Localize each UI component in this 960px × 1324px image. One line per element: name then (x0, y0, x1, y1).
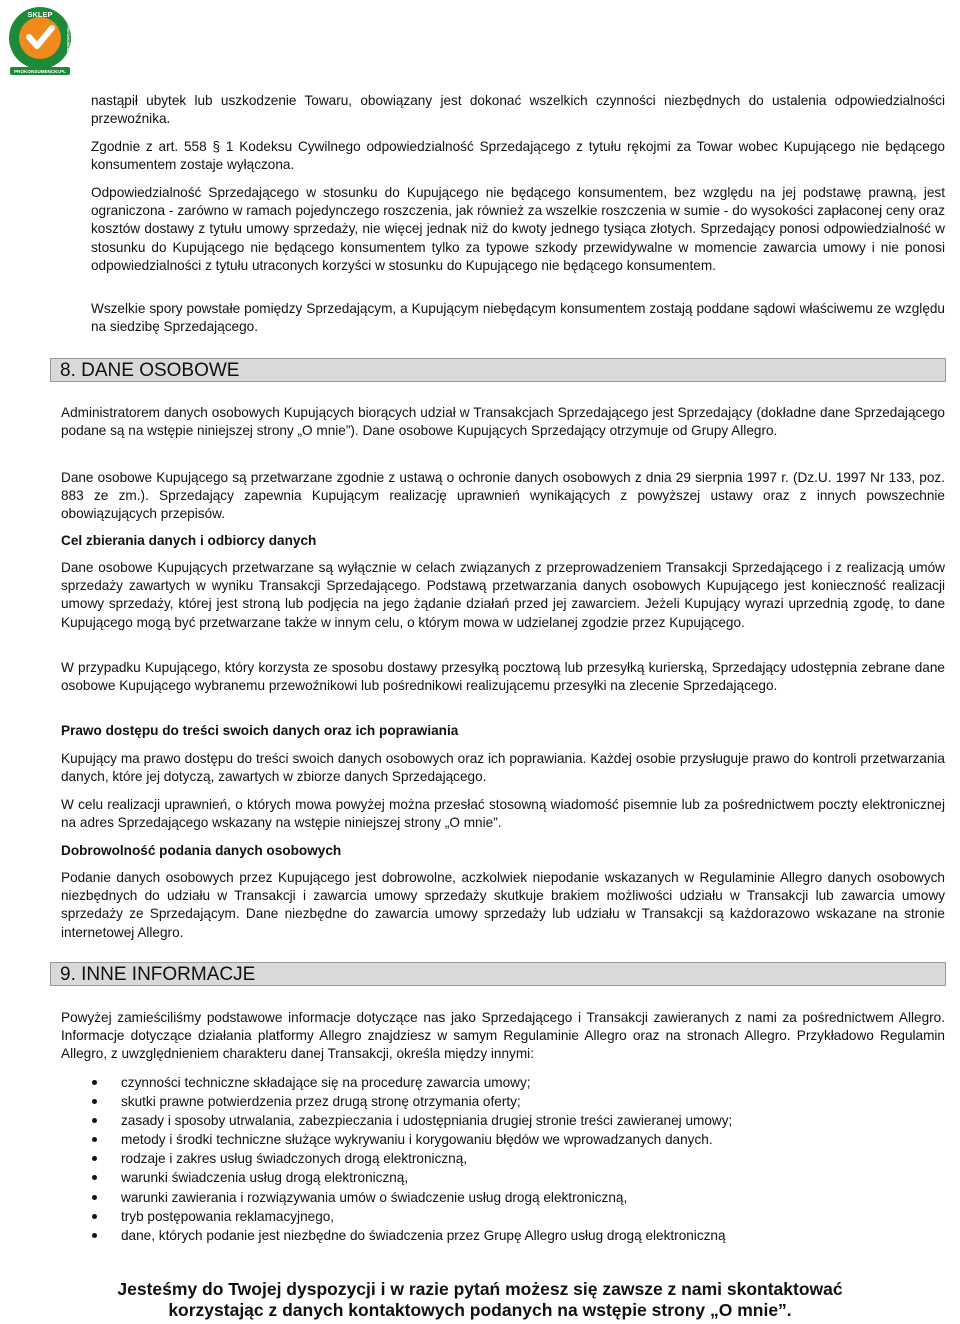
list-item: dane, których podanie jest niezbędne do świadczenia przez Grupę Allegro usług drogą elektroniczną (91, 1226, 945, 1245)
subheading-data-voluntary: Dobrowolność podania danych osobowych (61, 843, 342, 858)
paragraph-data-law: Dane osobowe Kupującego są przetwarzane zgodnie z ustawą o ochronie danych osobowych z dnia 29 sierpnia 1997 r. (Dz.U. 1997 Nr 133, poz. 883 ze zm.). Sprzedający zapewnia Kupującym realizację uprawnień wynikających z powyższej ustawy oraz z innych powszechnie obowiązujących przepisów. (61, 470, 945, 522)
paragraph-disputes: Wszelkie spory powstałe pomiędzy Sprzedającym, a Kupującym niebędącym konsumentem zostają poddane sądowi właściwemu ze względu na siedzibę Sprzedającego. (91, 301, 945, 335)
list-item: zasady i sposoby utrwalania, zabezpieczania i udostępniania drugiej stronie treści zawieranej umowy; (91, 1111, 945, 1130)
paragraph-other-info: Powyżej zamieściliśmy podstawowe informacje dotyczące nas jako Sprzedającego i Transakcji zawieranych z nami za pośrednictwem Allegro. Informacje dotyczące działania platformy Allegro znajdziesz w samym Regulaminie Allegro oraz na stronach Allegro. Przykładowo Regulamin Allegro, z uwzględnieniem charakteru danej Transakcji, określa między innymi: (61, 1010, 945, 1062)
footer-line-2: korzystając z danych kontaktowych podanych na wstępie strony „O mnie”. (168, 1300, 792, 1320)
section-heading-personal-data: 8. DANE OSOBOWE (50, 358, 946, 382)
list-item: warunki świadczenia usług drogą elektroniczną, (91, 1168, 945, 1187)
paragraph-data-delivery: W przypadku Kupującego, który korzysta ze sposobu dostawy przesyłką pocztową lub przesyłką kurierską, Sprzedający udostępnia zebrane dane osobowe Kupującego wybranemu przewoźnikowi lub pośrednikowi realizującemu przesyłki na zlecenie Sprzedającego. (61, 660, 945, 694)
paragraph-data-access: Kupujący ma prawo dostępu do treści swoich danych osobowych oraz ich poprawiania. Każdej osobie przysługuje prawo do kontroli przetwarzania danych, które jej dotyczą, zawartych w zbiorze danych Sprzedającego. (61, 751, 945, 785)
logo-top-text: SKLEP (27, 10, 53, 19)
list-item: rodzaje i zakres usług świadczonych drogą elektroniczną, (91, 1149, 945, 1168)
paragraph-data-purpose: Dane osobowe Kupujących przetwarzane są wyłącznie w celach związanych z przeprowadzeniem Transakcji Sprzedającego i z realizacją umów sprzedaży zawartych w wyniku Transakcji Sprzedającego. Podstawą przetwarzania danych osobowych Kupującego jest konieczność realizacji umowy sprzedaży, której jest stroną lub podjęcia na jego żądanie działań przed jej zawarciem. Jeżeli Kupujący wyrazi uprzednią zgodę, to dane Kupującego mogą być przetwarzane także w innym celu, o którym mowa w udzielanej zgodzie przez Kupującego. (61, 560, 945, 630)
paragraph-carrier-liability: nastąpił ubytek lub uszkodzenie Towaru, obowiązany jest dokonać wszelkich czynności niezbędnych do ustalenia odpowiedzialności przewoźnika. (91, 93, 945, 127)
footer-line-1: Jesteśmy do Twojej dyspozycji i w razie pytań możesz się zawsze z nami skontaktować (117, 1279, 843, 1299)
paragraph-data-voluntary: Podanie danych osobowych przez Kupującego jest dobrowolne, aczkolwiek niepodanie wskazanych w Regulaminie Allegro danych osobowych niezbędnych do udziału w Transakcji i zawarcia umowy sprzedaży skutkuje brakiem możliwości udziału w Transakcji lub zawarcia umowy sprzedaży ze Sprzedającym. Dane niezbędne do zawarcia umowy sprzedaży lub udziału w Transakcji są każdorazowo wskazane na stronie internetowej Allegro. (61, 870, 945, 940)
contact-footer (40, 1279, 920, 1321)
subheading-data-access: Prawo dostępu do treści swoich danych oraz ich poprawiania (61, 723, 459, 738)
logo-bottom-text: PROKONSUMENCKI.PL (14, 69, 66, 74)
paragraph-data-request: W celu realizacji uprawnień, o których mowa powyżej można przesłać stosowną wiadomość pisemnie lub za pośrednictwem poczty elektronicznej na adres Sprzedającego wskazany na wstępie niniejszej strony „O mnie”. (61, 797, 945, 831)
subheading-data-purpose: Cel zbierania danych i odbiorcy danych (61, 533, 317, 548)
shop-logo (4, 4, 76, 76)
section-heading-other-info: 9. INNE INFORMACJE (50, 962, 946, 986)
logo-side-text: PROKONSUMENCKI (66, 24, 70, 56)
list-item: warunki zawierania i rozwiązywania umów o świadczenie usług drogą elektroniczną, (91, 1188, 945, 1207)
regulations-list (91, 1073, 945, 1245)
paragraph-warranty-exclusion: Zgodnie z art. 558 § 1 Kodeksu Cywilnego odpowiedzialność Sprzedającego z tytułu rękojmi za Towar wobec Kupującego nie będącego konsumentem zostaje wyłączona. (91, 139, 945, 173)
list-item: tryb postępowania reklamacyjnego, (91, 1207, 945, 1226)
list-item: metody i środki techniczne służące wykrywaniu i korygowaniu błędów we wprowadzanych danych. (91, 1130, 945, 1149)
list-item: skutki prawne potwierdzenia przez drugą stronę otrzymania oferty; (91, 1092, 945, 1111)
paragraph-data-administrator: Administratorem danych osobowych Kupujących biorących udział w Transakcjach Sprzedającego jest Sprzedający (dokładne dane Sprzedającego podane są na wstępie niniejszej strony „O mnie”). Dane osobowe Kupujących Sprzedający otrzymuje od Grupy Allegro. (61, 405, 945, 439)
list-item: czynności techniczne składające się na procedurę zawarcia umowy; (91, 1073, 945, 1092)
paragraph-liability-limit: Odpowiedzialność Sprzedającego w stosunku do Kupującego nie będącego konsumentem, bez względu na jej podstawę prawną, jest ograniczona - zarówno w ramach pojedynczego roszczenia, jak również za wszelkie roszczenia w sumie - do wysokości zapłaconej ceny oraz kosztów dostawy z tytułu umowy sprzedaży, nie więcej jednak niż do kwoty jednego tysiąca złotych. Sprzedający ponosi odpowiedzialność w stosunku do Kupującego nie będącego konsumentem tylko za typowe szkody przewidywalne w momencie zawarcia umowy i nie ponosi odpowiedzialności z tytułu utraconych korzyści w stosunku do Kupującego nie będącego konsumentem. (91, 185, 945, 273)
